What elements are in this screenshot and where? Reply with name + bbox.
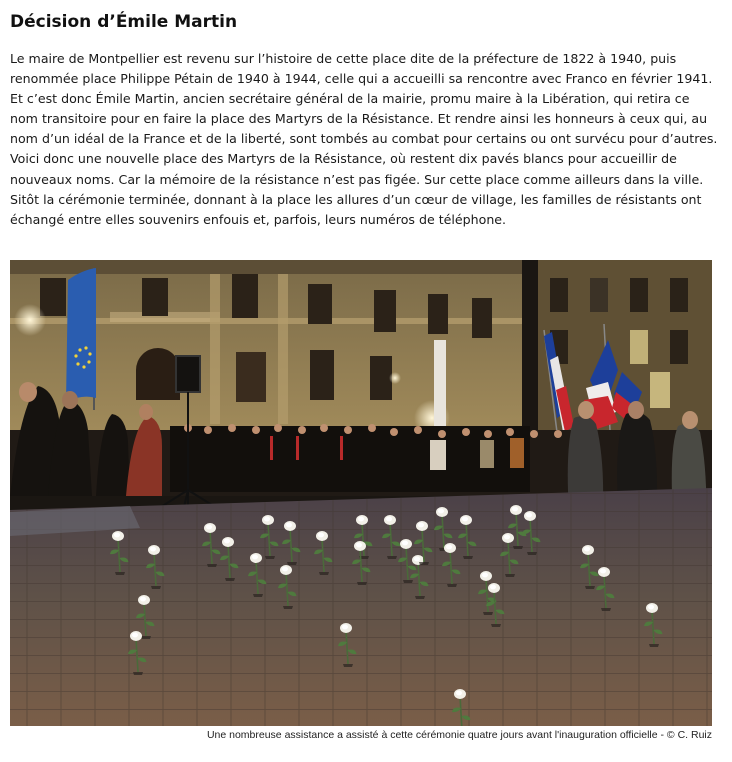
ceremony-photo	[10, 260, 712, 726]
paragraph-line: échangé entre elles souvenirs enfouis et, parfois, leurs numéros de téléphone.	[10, 211, 507, 227]
paragraph-line: Sitôt la cérémonie terminée, donnant à la place les allures d’un cœur de village, les familles de résistants ont	[10, 191, 702, 207]
paragraph-line: nom transitoire pour en faire la place des Martyrs de la Résistance. Et rendre ainsi les honneurs à ceux qui, au	[10, 111, 708, 127]
paragraph-line: nouveaux noms. Car la mémoire de la résistance n’est pas figée. Sur cette place comme ailleurs dans la ville.	[10, 171, 704, 187]
paragraph-line: Le maire de Montpellier est revenu sur l’histoire de cette place dite de la préfecture de 1822 à 1940, puis	[10, 51, 677, 66]
paragraph-line: Et c’est donc Émile Martin, ancien secrétaire général de la mairie, promu maire à la Libération, qui retira ce	[10, 91, 690, 107]
paragraph-line: Voici donc une nouvelle place des Martyrs de la Résistance, où restent dix pavés blancs pour accueillir de	[10, 151, 677, 167]
paragraph-line: nom d’un idéal de la France et de la liberté, sont tombés au combat pour certains ou ont survécu pour d’autres.	[10, 131, 718, 147]
article-heading: Décision d’Émile Martin	[10, 12, 238, 32]
article-paragraph	[10, 49, 722, 230]
photo-caption: Une nombreuse assistance a assisté à cette cérémonie quatre jours avant l'inauguration officielle - © C. Ruiz	[206, 729, 712, 741]
eu-flag-banner	[66, 268, 96, 410]
paragraph-line: renommée place Philippe Pétain de 1940 à 1944, celle qui a accueilli sa rencontre avec Franco en février 1941.	[10, 71, 713, 87]
lamp-glow	[14, 304, 46, 336]
